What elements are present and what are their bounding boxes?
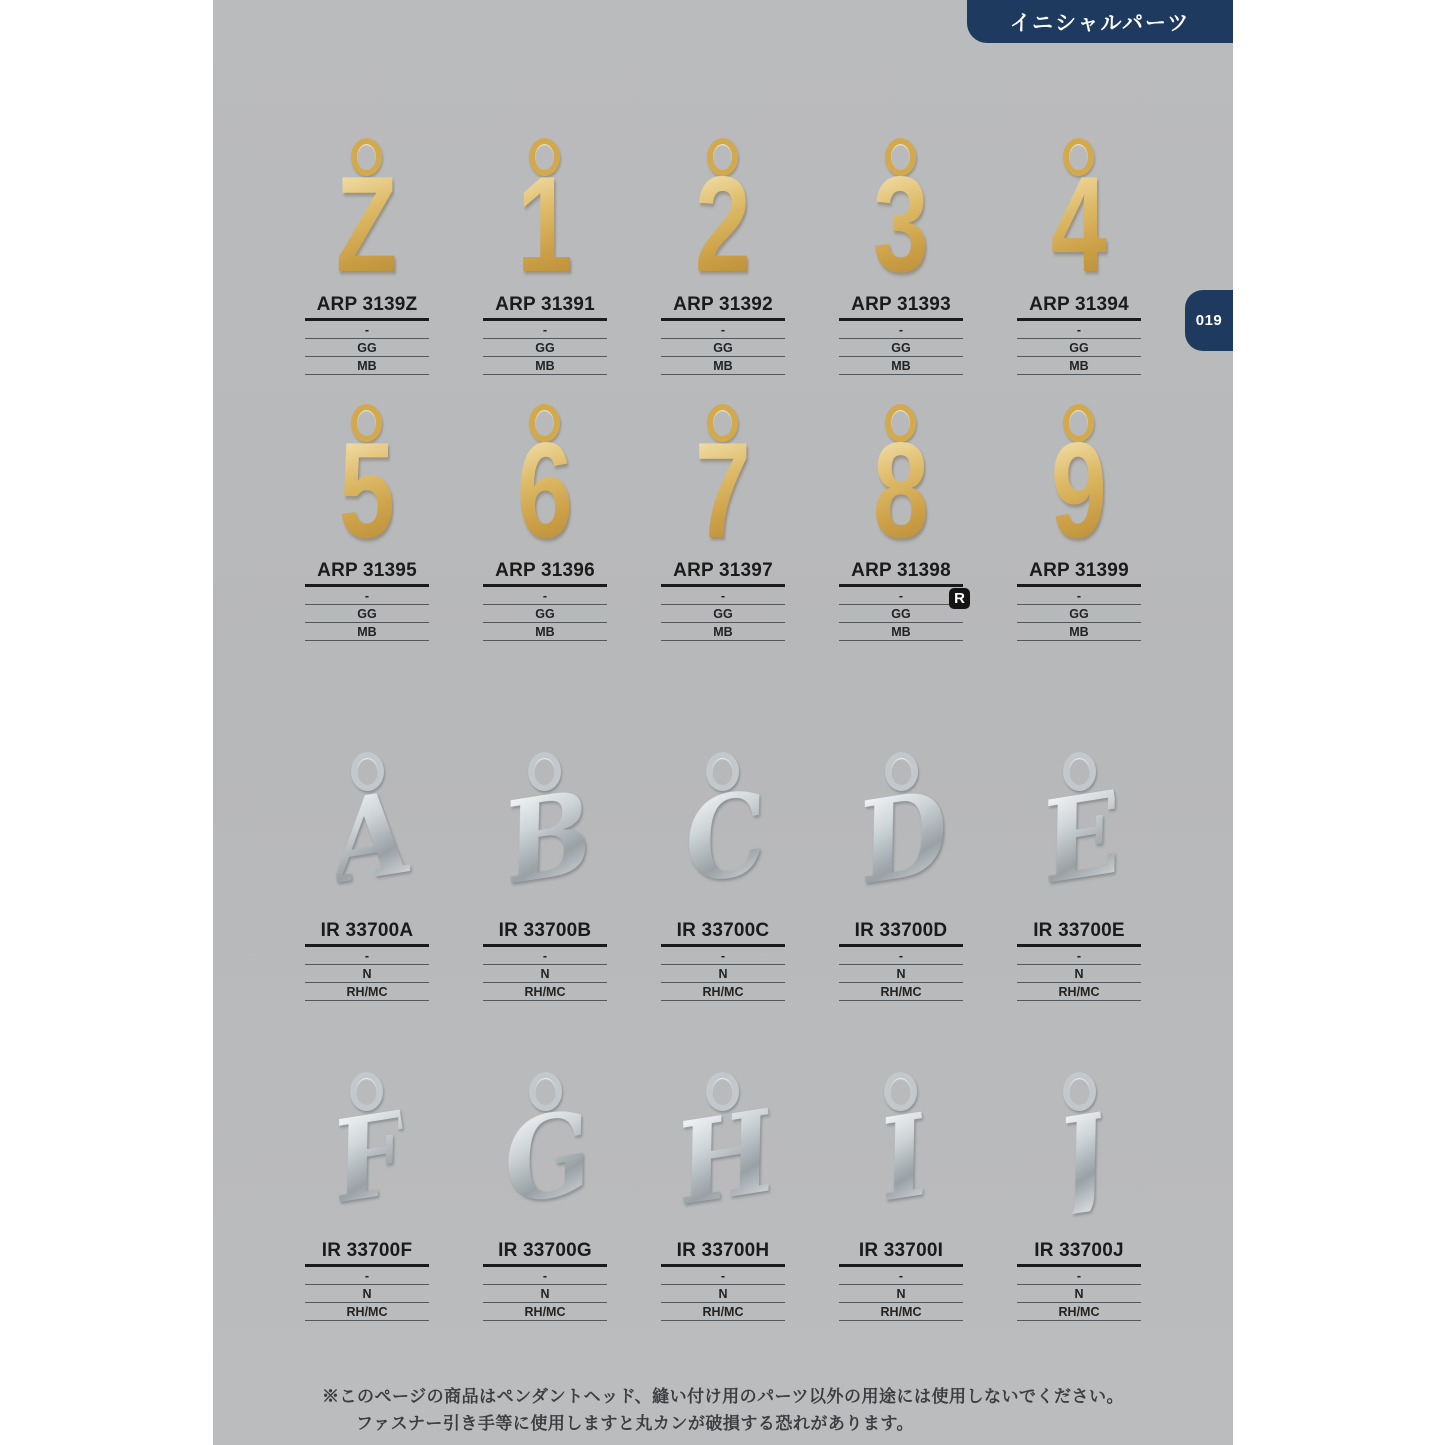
spec-size-row: - <box>305 321 429 339</box>
spec-material-row: GG <box>839 605 963 623</box>
spec-finish-row: RH/MC <box>661 1303 785 1321</box>
product-code: ARP 31397 <box>661 560 785 587</box>
charm-glyph: 8 <box>873 414 929 566</box>
spec-table <box>483 560 607 641</box>
spec-size-row: - <box>483 321 607 339</box>
spec-table <box>1017 1240 1141 1321</box>
spec-material-row: GG <box>1017 605 1141 623</box>
product-cell <box>990 404 1168 641</box>
spec-size-row: - <box>483 1267 607 1285</box>
spec-finish-row: MB <box>1017 623 1141 641</box>
spec-table <box>839 920 963 1001</box>
charm-photo <box>685 404 761 566</box>
charm-glyph: H <box>667 1085 785 1231</box>
charm-glyph: 1 <box>517 148 573 300</box>
spec-table <box>305 920 429 1001</box>
spec-finish-row: RH/MC <box>305 983 429 1001</box>
charm-glyph: Z <box>336 148 398 300</box>
spec-table <box>305 1240 429 1321</box>
spec-material-row: GG <box>305 339 429 357</box>
spec-size-row: - <box>1017 321 1141 339</box>
charm-glyph: E <box>1033 767 1132 910</box>
spec-finish-row: RH/MC <box>305 1303 429 1321</box>
product-code: IR 33700E <box>1017 920 1141 947</box>
product-code: IR 33700H <box>661 1240 785 1267</box>
charm-glyph: A <box>320 767 420 910</box>
spec-material-row: N <box>661 965 785 983</box>
product-cell <box>812 752 990 1001</box>
charm-photo <box>1033 752 1132 916</box>
charm-glyph: 9 <box>1051 414 1107 566</box>
product-cell <box>278 138 456 375</box>
spec-material-row: GG <box>661 605 785 623</box>
product-code: ARP 3139Z <box>305 294 429 321</box>
spec-table <box>1017 294 1141 375</box>
product-cell <box>278 1072 456 1321</box>
charm-photo <box>863 138 939 300</box>
spec-size-row: - <box>661 1267 785 1285</box>
charm-photo <box>320 752 420 916</box>
product-cell <box>634 138 812 375</box>
product-code: ARP 31391 <box>483 294 607 321</box>
charm-photo <box>325 138 408 300</box>
product-row-gold-numbers-2 <box>278 404 1168 641</box>
spec-finish-row: MB <box>483 623 607 641</box>
product-code: IR 33700J <box>1017 1240 1141 1267</box>
spec-finish-row: MB <box>305 357 429 375</box>
spec-size-row: - <box>839 1267 963 1285</box>
product-cell <box>812 138 990 375</box>
spec-material-row: N <box>305 1285 429 1303</box>
spec-size-row: - <box>483 587 607 605</box>
spec-table <box>483 1240 607 1321</box>
product-code: ARP 31392 <box>661 294 785 321</box>
product-cell <box>634 404 812 641</box>
product-cell <box>990 138 1168 375</box>
charm-glyph: 7 <box>695 414 751 566</box>
charm-glyph: F <box>323 1087 417 1229</box>
charm-photo <box>507 138 583 300</box>
charm-glyph: B <box>494 766 602 910</box>
spec-material-row: GG <box>483 339 607 357</box>
product-code: IR 33700A <box>305 920 429 947</box>
spec-size-row: - <box>839 947 963 965</box>
spec-size-row: - <box>483 947 607 965</box>
product-code: IR 33700D <box>839 920 963 947</box>
product-code: ARP 31394 <box>1017 294 1141 321</box>
spec-table <box>661 560 785 641</box>
product-cell <box>456 752 634 1001</box>
charm-photo <box>329 404 405 566</box>
charm-photo <box>507 404 583 566</box>
product-cell <box>812 1072 990 1321</box>
spec-table <box>839 294 963 375</box>
spec-size-row: - <box>839 321 963 339</box>
charm-photo <box>323 1072 417 1236</box>
spec-material-row: N <box>839 965 963 983</box>
spec-material-row: N <box>1017 965 1141 983</box>
spec-material-row: GG <box>1017 339 1141 357</box>
charm-photo <box>849 752 959 916</box>
spec-finish-row: MB <box>305 623 429 641</box>
spec-size-row: - <box>661 947 785 965</box>
spec-size-row: - <box>305 1267 429 1285</box>
charm-glyph: 5 <box>339 414 395 566</box>
spec-table <box>305 294 429 375</box>
footer-line-2: ファスナー引き手等に使用しますと丸カンが破損する恐れがあります。 <box>356 1413 914 1433</box>
product-cell <box>634 752 812 1001</box>
product-code: ARP 31398 <box>839 560 963 587</box>
footer-line-1: ※このページの商品はペンダントヘッド、縫い付け用のパーツ以外の用途には使用しないでください。 <box>322 1386 1124 1406</box>
charm-photo <box>1047 1072 1117 1236</box>
product-cell <box>634 1072 812 1321</box>
charm-glyph: G <box>494 1086 602 1230</box>
charm-glyph: 4 <box>1051 148 1107 300</box>
product-code: IR 33700F <box>305 1240 429 1267</box>
charm-glyph: 3 <box>873 148 929 300</box>
spec-material-row: N <box>661 1285 785 1303</box>
charm-photo <box>863 404 939 566</box>
spec-material-row: GG <box>839 339 963 357</box>
product-cell <box>812 404 990 641</box>
spec-finish-row: RH/MC <box>483 983 607 1001</box>
spec-finish-row: MB <box>483 357 607 375</box>
product-code: IR 33700C <box>661 920 785 947</box>
charm-photo <box>667 1072 785 1236</box>
spec-table <box>839 1240 963 1321</box>
spec-finish-row: RH/MC <box>483 1303 607 1321</box>
spec-size-row: - <box>1017 587 1141 605</box>
spec-table <box>661 294 785 375</box>
product-code: ARP 31396 <box>483 560 607 587</box>
spec-table <box>305 560 429 641</box>
product-code: ARP 31393 <box>839 294 963 321</box>
spec-size-row: - <box>1017 947 1141 965</box>
spec-material-row: N <box>483 1285 607 1303</box>
charm-photo <box>1041 404 1117 566</box>
spec-size-row: - <box>661 321 785 339</box>
spec-material-row: N <box>1017 1285 1141 1303</box>
product-cell <box>456 404 634 641</box>
catalog-page-background <box>213 0 1233 1445</box>
page-number: 019 <box>1195 312 1223 329</box>
product-code: IR 33700I <box>839 1240 963 1267</box>
spec-table <box>1017 560 1141 641</box>
footer-note-lines <box>322 1383 1124 1437</box>
product-row-gold-numbers-1 <box>278 138 1168 375</box>
product-code: IR 33700G <box>483 1240 607 1267</box>
product-cell <box>278 752 456 1001</box>
spec-material-row: GG <box>483 605 607 623</box>
spec-size-row: - <box>1017 1267 1141 1285</box>
footer-note <box>213 1383 1233 1437</box>
spec-size-row: - <box>661 587 785 605</box>
charm-glyph: 2 <box>695 148 751 300</box>
charm-photo <box>675 752 777 916</box>
spec-finish-row: MB <box>661 623 785 641</box>
spec-finish-row: MB <box>839 623 963 641</box>
spec-finish-row: RH/MC <box>839 1303 963 1321</box>
category-banner <box>967 0 1233 43</box>
charm-glyph: D <box>849 766 959 910</box>
product-code: ARP 31399 <box>1017 560 1141 587</box>
product-cell <box>456 1072 634 1321</box>
product-cell <box>990 1072 1168 1321</box>
spec-finish-row: MB <box>661 357 785 375</box>
spec-material-row: GG <box>661 339 785 357</box>
charm-photo <box>494 1072 602 1236</box>
spec-table <box>661 1240 785 1321</box>
charm-photo <box>685 138 761 300</box>
charm-glyph: C <box>675 767 777 910</box>
charm-photo <box>494 752 602 916</box>
spec-size-row: - <box>839 587 963 605</box>
product-cell <box>990 752 1168 1001</box>
product-row-silver-letters-2 <box>278 1072 1168 1321</box>
spec-table <box>661 920 785 1001</box>
charm-glyph: 6 <box>517 414 573 566</box>
product-cell <box>456 138 634 375</box>
product-code: ARP 31395 <box>305 560 429 587</box>
spec-table <box>483 294 607 375</box>
spec-material-row: N <box>483 965 607 983</box>
spec-material-row: N <box>839 1285 963 1303</box>
spec-size-row: - <box>305 587 429 605</box>
r-badge: R <box>949 588 970 609</box>
spec-finish-row: RH/MC <box>1017 983 1141 1001</box>
charm-photo <box>1041 138 1117 300</box>
spec-finish-row: MB <box>1017 357 1141 375</box>
charm-photo <box>870 1072 939 1236</box>
product-code: IR 33700B <box>483 920 607 947</box>
charm-glyph: J <box>1047 1089 1117 1227</box>
product-cell <box>278 404 456 641</box>
spec-size-row: - <box>305 947 429 965</box>
spec-table <box>483 920 607 1001</box>
spec-finish-row: RH/MC <box>1017 1303 1141 1321</box>
spec-table <box>1017 920 1141 1001</box>
spec-finish-row: RH/MC <box>661 983 785 1001</box>
page-number-tab <box>1185 290 1233 351</box>
spec-material-row: N <box>305 965 429 983</box>
spec-finish-row: MB <box>839 357 963 375</box>
spec-finish-row: RH/MC <box>839 983 963 1001</box>
charm-glyph: I <box>870 1089 939 1227</box>
spec-material-row: GG <box>305 605 429 623</box>
category-title: イニシャルパーツ <box>1009 11 1191 35</box>
spec-table <box>839 560 963 641</box>
product-row-silver-letters-1 <box>278 752 1168 1001</box>
